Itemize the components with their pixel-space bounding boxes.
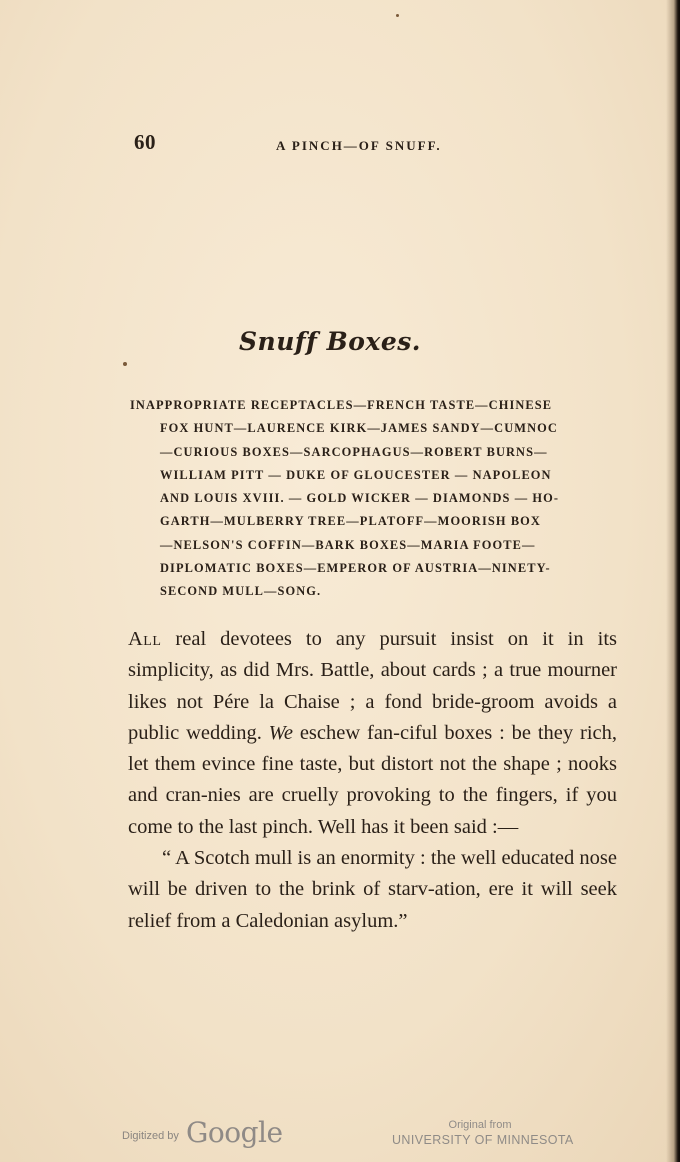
paragraph-lead-word: All	[128, 628, 162, 650]
synopsis-line: —NELSON'S COFFIN—BARK BOXES—MARIA FOOTE—	[160, 537, 536, 552]
italic-word: We	[268, 721, 293, 744]
paragraph	[128, 624, 617, 843]
page-spine-shadow	[666, 0, 680, 1162]
chapter-synopsis	[130, 394, 618, 604]
synopsis-line: FOX HUNT—LAURENCE KIRK—JAMES SANDY—CUMNOC	[160, 421, 558, 436]
body-text	[128, 624, 617, 937]
synopsis-line: SECOND MULL—SONG.	[160, 584, 322, 599]
ink-speck	[123, 362, 127, 366]
synopsis-line: AND LOUIS XVIII. — GOLD WICKER — DIAMONDS — HO-	[160, 491, 560, 506]
synopsis-line: WILLIAM PITT — DUKE OF GLOUCESTER — NAPOLEON	[160, 467, 552, 482]
library-attribution	[392, 1118, 574, 1148]
synopsis-line: GARTH—MULBERRY TREE—PLATOFF—MOORISH BOX	[160, 514, 541, 529]
running-head	[134, 130, 624, 160]
original-from-label: Original from	[448, 1119, 512, 1131]
running-title: A PINCH—OF SNUFF.	[276, 138, 442, 153]
paragraph-text: eschew fan-ciful boxes : be they rich, let them evince fine taste, but distort not the shape ; nooks and cran-nies are cruelly provoking to the fingers, if you come to the last pinch. Well has it been said :—	[128, 721, 617, 838]
paragraph: “ A Scotch mull is an enormity : the well educated nose will be driven to the brink of starv-ation, ere it will seek relief from a Caledonian asylum.”	[128, 847, 617, 932]
page-number: 60	[134, 130, 156, 154]
chapter-title: Snuff Boxes.	[238, 327, 421, 356]
digitized-label: Digitized by	[122, 1130, 179, 1142]
synopsis-line: —CURIOUS BOXES—SARCOPHAGUS—ROBERT BURNS—	[160, 444, 548, 459]
paragraph-text: real devotees to any pursuit insist on it in its simplicity, as did Mrs. Battle, about cards ; a true mourner likes not Pére la Chaise ; a fond bride-groom avoids a public wedding.	[128, 628, 617, 744]
library-name: UNIVERSITY OF MINNESOTA	[392, 1133, 574, 1147]
synopsis-line: DIPLOMATIC BOXES—EMPEROR OF AUSTRIA—NINETY-	[160, 561, 551, 576]
google-logo: Google	[186, 1116, 283, 1149]
ink-speck	[396, 14, 399, 17]
synopsis-line: INAPPROPRIATE RECEPTACLES—FRENCH TASTE—CHINESE	[130, 398, 553, 412]
